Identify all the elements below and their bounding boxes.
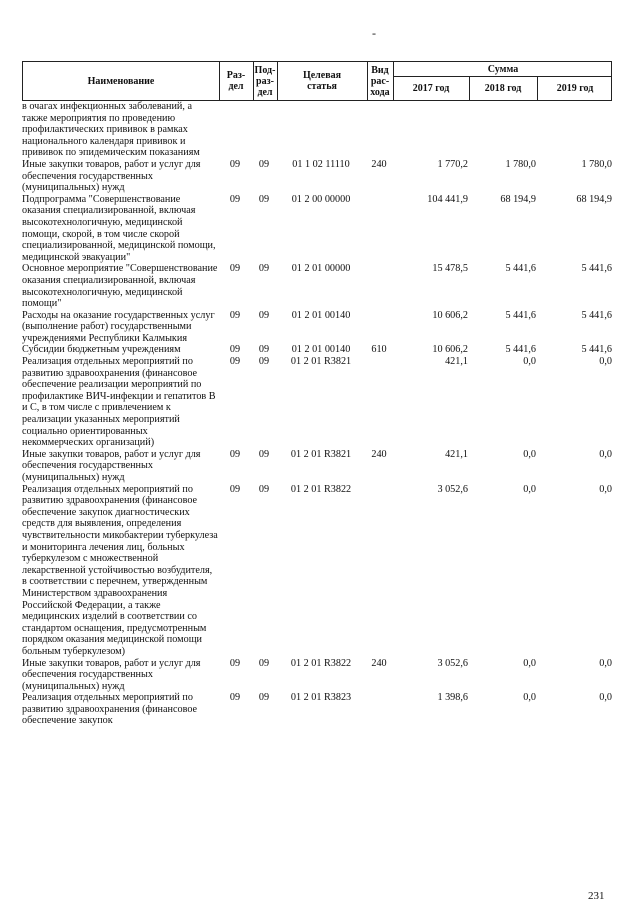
row-sum-2019: 0,0 bbox=[599, 657, 612, 669]
row-celevaya bbox=[276, 101, 366, 159]
row-podrazdel: 09 bbox=[258, 309, 270, 321]
page-number: 231 bbox=[588, 890, 605, 902]
row-name: Реализация отдельных мероприятий по развитию здравоохранения (финансовое обеспечение закупок bbox=[22, 692, 198, 727]
row-podrazdel: 09 bbox=[258, 692, 270, 704]
row-sum-2017: 421,1 bbox=[445, 356, 468, 368]
row-razdel: 09 bbox=[229, 448, 241, 460]
row-sum-2018: 0,0 bbox=[523, 356, 536, 368]
table-row bbox=[22, 101, 612, 159]
header-podrazdel: Под- раз- дел bbox=[254, 64, 276, 98]
row-vid bbox=[366, 310, 392, 345]
table-row bbox=[22, 344, 612, 356]
row-vid bbox=[366, 194, 392, 264]
header-name: Наименование bbox=[87, 75, 155, 87]
row-vid bbox=[366, 101, 392, 159]
header-year-2017: 2017 год bbox=[412, 82, 450, 94]
row-sum-2018 bbox=[468, 101, 536, 159]
budget-table bbox=[22, 61, 612, 727]
row-sum-2019: 5 441,6 bbox=[581, 263, 612, 275]
row-celevaya: 01 2 00 00000 bbox=[291, 193, 351, 205]
row-celevaya: 01 2 01 00000 bbox=[291, 263, 351, 275]
row-name: Реализация отдельных мероприятий по развитию здравоохранения (финансовое обеспечение реализации мероприятий по профилактике ВИЧ-инфекции и гепатитов B и C, в том числе с привлечением к реализации указанных мероприятий социально ориентированных некоммерческих организаций) bbox=[22, 356, 216, 449]
row-sum-2018: 0,0 bbox=[523, 657, 536, 669]
row-name: в очагах инфекционных заболеваний, а также мероприятия по проведению профилактических прививок в рамках национального календаря прививок и прививок по эпидемическим показаниям bbox=[22, 101, 200, 159]
row-razdel: 09 bbox=[229, 158, 241, 170]
row-sum-2019 bbox=[536, 101, 612, 159]
row-razdel: 09 bbox=[229, 193, 241, 205]
row-sum-2018: 5 441,6 bbox=[505, 309, 536, 321]
row-razdel bbox=[218, 101, 252, 159]
row-celevaya: 01 2 01 00140 bbox=[291, 344, 351, 356]
row-celevaya: 01 2 01 R3821 bbox=[290, 448, 352, 460]
row-podrazdel: 09 bbox=[258, 193, 270, 205]
row-sum-2019: 68 194,9 bbox=[576, 193, 612, 205]
table-row bbox=[22, 310, 612, 345]
table-row bbox=[22, 356, 612, 449]
row-sum-2019: 5 441,6 bbox=[581, 309, 612, 321]
row-sum-2019: 0,0 bbox=[599, 692, 612, 704]
row-sum-2017: 104 441,9 bbox=[427, 193, 468, 205]
row-podrazdel: 09 bbox=[258, 657, 270, 669]
row-name: Иные закупки товаров, работ и услуг для обеспечения государственных (муниципальных) нужд bbox=[22, 657, 201, 692]
row-sum-2017: 10 606,2 bbox=[432, 309, 468, 321]
table-row bbox=[22, 159, 612, 194]
row-sum-2019: 0,0 bbox=[599, 448, 612, 460]
row-name: Подпрограмма "Совершенствование оказания специализированной, включая высокотехнологичную, медицинской помощи, скорой, в том числе скорой специализированной, медицинской помощи, медицинской эвакуации" bbox=[22, 193, 216, 263]
row-sum-2018: 0,0 bbox=[523, 692, 536, 704]
row-razdel: 09 bbox=[229, 692, 241, 704]
row-podrazdel: 09 bbox=[258, 344, 270, 356]
row-sum-2017: 1 770,2 bbox=[437, 158, 468, 170]
header-razdel: Раз- дел bbox=[226, 70, 246, 92]
row-podrazdel: 09 bbox=[258, 483, 270, 495]
row-sum-2018: 0,0 bbox=[523, 483, 536, 495]
row-sum-2019: 5 441,6 bbox=[581, 344, 612, 356]
page-mark: - bbox=[372, 26, 376, 40]
row-podrazdel: 09 bbox=[258, 448, 270, 460]
header-year-2018: 2018 год bbox=[484, 82, 522, 94]
row-razdel: 09 bbox=[229, 657, 241, 669]
row-celevaya: 01 2 01 R3821 bbox=[290, 356, 352, 368]
row-vid: 240 bbox=[371, 158, 387, 170]
row-podrazdel: 09 bbox=[258, 356, 270, 368]
row-celevaya: 01 2 01 R3822 bbox=[290, 483, 352, 495]
row-sum-2017: 15 478,5 bbox=[432, 263, 468, 275]
row-sum-2017: 421,1 bbox=[445, 448, 468, 460]
row-razdel: 09 bbox=[229, 263, 241, 275]
row-razdel: 09 bbox=[229, 309, 241, 321]
row-vid: 240 bbox=[371, 448, 387, 460]
row-name: Расходы на оказание государственных услуг (выполнение работ) государственными учреждениями Республики Калмыкия bbox=[22, 309, 215, 344]
table-row bbox=[22, 449, 612, 484]
row-sum-2018: 0,0 bbox=[523, 448, 536, 460]
row-celevaya: 01 2 01 R3822 bbox=[290, 657, 352, 669]
header-summa: Сумма bbox=[487, 63, 519, 75]
row-podrazdel: 09 bbox=[258, 263, 270, 275]
row-name: Субсидии бюджетным учреждениям bbox=[22, 344, 181, 356]
row-sum-2018: 68 194,9 bbox=[500, 193, 536, 205]
row-razdel: 09 bbox=[229, 483, 241, 495]
row-sum-2019: 0,0 bbox=[599, 356, 612, 368]
row-sum-2019: 0,0 bbox=[599, 483, 612, 495]
row-celevaya: 01 2 01 R3823 bbox=[290, 692, 352, 704]
row-podrazdel bbox=[252, 101, 276, 159]
row-name: Иные закупки товаров, работ и услуг для обеспечения государственных (муниципальных) нужд bbox=[22, 448, 201, 483]
row-vid: 240 bbox=[371, 657, 387, 669]
row-vid bbox=[366, 356, 392, 449]
row-sum-2018: 5 441,6 bbox=[505, 263, 536, 275]
header-vid-raskhoda: Вид рас- хода bbox=[370, 64, 390, 98]
table-body bbox=[22, 101, 612, 727]
row-celevaya: 01 2 01 00140 bbox=[291, 309, 351, 321]
row-razdel: 09 bbox=[229, 344, 241, 356]
row-sum-2019: 1 780,0 bbox=[581, 158, 612, 170]
table-row bbox=[22, 263, 612, 309]
row-sum-2017 bbox=[392, 101, 468, 159]
row-sum-2017: 3 052,6 bbox=[437, 483, 468, 495]
row-name: Иные закупки товаров, работ и услуг для обеспечения государственных (муниципальных) нужд bbox=[22, 158, 201, 194]
row-sum-2018: 5 441,6 bbox=[505, 344, 536, 356]
table-row bbox=[22, 484, 612, 658]
row-sum-2017: 3 052,6 bbox=[437, 657, 468, 669]
row-vid bbox=[366, 263, 392, 309]
row-sum-2017: 1 398,6 bbox=[437, 692, 468, 704]
table-row bbox=[22, 658, 612, 693]
header-year-2019: 2019 год bbox=[556, 82, 594, 94]
row-podrazdel: 09 bbox=[258, 158, 270, 170]
row-vid bbox=[366, 692, 392, 727]
row-vid: 610 bbox=[371, 344, 387, 356]
row-razdel: 09 bbox=[229, 356, 241, 368]
table-row bbox=[22, 692, 612, 727]
row-sum-2018: 1 780,0 bbox=[505, 158, 536, 170]
row-vid bbox=[366, 484, 392, 658]
row-celevaya: 01 1 02 11110 bbox=[292, 158, 350, 170]
table-header bbox=[22, 61, 612, 101]
row-name: Реализация отдельных мероприятий по развитию здравоохранения (финансовое обеспечение закупок диагностических средств для выявления, определения чувствительности микобактерии туберкулеза и мониторинга лечения лиц, больных туберкулезом с множественной лекарственной устойчивостью возбудителя, в соответствии с перечнем, утвержденным Министерством здравоохранения Российской Федерации, а также медицинских изделий в соответствии со стандартом оснащения, предусмотренным порядком оказания медицинской помощи больным туберкулезом) bbox=[22, 483, 218, 657]
table-row bbox=[22, 194, 612, 264]
row-name: Основное мероприятие "Совершенствование оказания специализированной, включая высокотехнологичную, медицинской помощи" bbox=[22, 263, 218, 310]
header-celevaya-statya: Целевая статья bbox=[302, 70, 342, 92]
row-sum-2017: 10 606,2 bbox=[432, 344, 468, 356]
